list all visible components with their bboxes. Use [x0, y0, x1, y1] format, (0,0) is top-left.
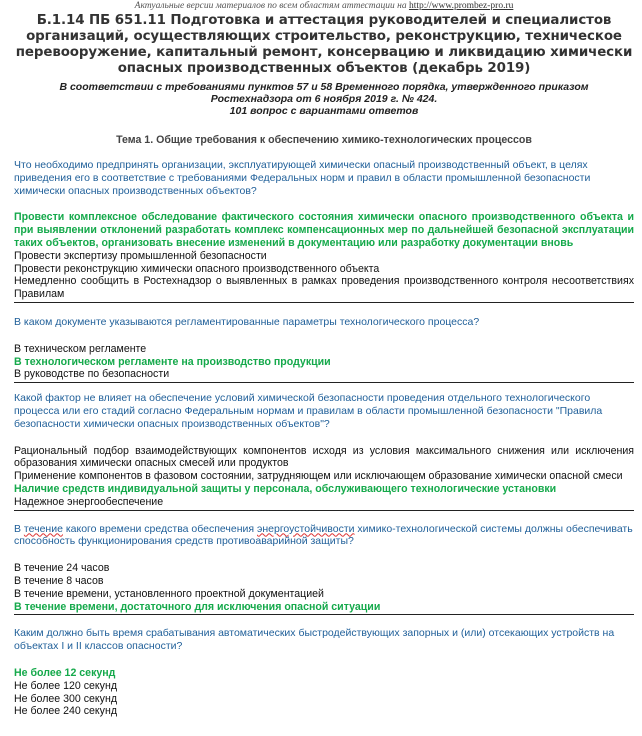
question-4	[14, 523, 634, 549]
answer-4-4: В течение времени, достаточного для исключения опасной ситуации	[14, 600, 381, 613]
answer-4-2: В течение 8 часов	[14, 574, 104, 587]
answer-1-1: Провести комплексное обследование фактического состояния химически опасного производственного объекта и при выявлении отклонений разработать комплекс компенсационных мер по дальнейшей безопасной эксплуатации таких объектов, организовать внесение изменений в документацию или разработку документации вновь	[14, 211, 634, 249]
answer-2-2: В технологическом регламенте на производство продукции	[14, 355, 331, 368]
answer-4-3: В течение времени, установленного проектной документацией	[14, 587, 324, 600]
answer-3-2: Применение компонентов в фазовом состоянии, затрудняющем или исключающем образование химически опасной смеси	[14, 470, 623, 483]
answer-1-3: Провести реконструкцию химически опасного производственного объекта	[14, 262, 380, 275]
question-1: Что необходимо предпринять организации, эксплуатирующей химически опасный производственный объект, в целях приведения его в соответствие с требованиями Федеральных норм и правил в области промышленной безопасности химически опасных производственных объектов?	[14, 159, 591, 197]
answer-4-1: В течение 24 часов	[14, 562, 110, 575]
answer-5-2: Не более 120 секунд	[14, 679, 118, 692]
document-title: Б.1.14 ПБ 651.11 Подготовка и аттестация руководителей и специалистов организаций, осуществляющих строительство, реконструкцию, техническое перевооружение, капитальный ремонт, консервацию и ликвидацию химически опасных производственных объектов (декабрь 2019)	[15, 13, 633, 76]
subtitle-line-2: Ростехнадзора от 6 ноября 2019 г. № 424.	[210, 93, 438, 105]
subtitle-line-3: 101 вопрос с вариантами ответов	[229, 105, 419, 117]
question-5: Каким должно быть время срабатывания автоматических быстродействующих запорных и (или) отсекающих устройств на объектах I и II классов опасности?	[14, 627, 615, 653]
answer-5-4: Не более 240 секунд	[14, 705, 118, 718]
answer-3-1: Рациональный подбор взаимодействующих компонентов исходя из условия максимального снижения или исключения образования химически опасных смесей или продуктов	[14, 444, 634, 470]
answer-1-2: Провести экспертизу промышленной безопасности	[14, 249, 267, 262]
answer-5-1: Не более 12 секунд	[14, 666, 116, 679]
topic-heading: Тема 1. Общие требования к обеспечению химико-технологических процессов	[116, 134, 532, 146]
question-4-part-c: химико-технологической системы должны обеспечивать способность функционирования средств противоаварийной защиты?	[14, 522, 633, 548]
answers-4	[14, 562, 634, 615]
question-4-word-a: течение	[23, 522, 63, 535]
answer-2-3: В руководстве по безопасности	[14, 368, 170, 381]
answers-5	[14, 667, 634, 718]
question-4-part-b: какого времени средства обеспечения	[62, 522, 257, 535]
answer-3-4: Надежное энергообеспечение	[14, 495, 164, 508]
document-page	[14, 0, 634, 718]
question-4-word-b: энергоустойчивости	[257, 522, 355, 535]
answer-5-3: Не более 300 секунд	[14, 692, 118, 705]
banner-text: Актуальные версии материалов по всем областям аттестации на	[134, 1, 409, 11]
answer-1-4: Немедленно сообщить в Ростехнадзор о выявленных в рамках проведения производственного контроля несоответствиях Правилам	[14, 275, 634, 301]
answer-3-3: Наличие средств индивидуальной защиты у персонала, обслуживающего технологические установки	[14, 482, 557, 495]
site-link[interactable]: http://www.prombez-pro.ru	[408, 1, 514, 11]
answers-3	[14, 445, 634, 511]
document-subtitle	[14, 81, 634, 117]
question-4-part-a: В	[14, 522, 24, 535]
question-3: Какой фактор не влияет на обеспечение условий химической безопасности проведения отдельного технологического процесса или его стадий согласно Федеральным нормам и правилам в области промышленной безопасности "Правила безопасности химически опасных производственных объектов"?	[14, 392, 603, 430]
subtitle-line-1: В соответствии с требованиями пунктов 57 и 58 Временного порядка, утвержденного приказом	[59, 81, 589, 93]
top-banner	[14, 0, 634, 12]
answer-2-1: В техническом регламенте	[14, 342, 147, 355]
answers-1	[14, 211, 634, 303]
answers-2	[14, 343, 634, 383]
question-2: В каком документе указываются регламентированные параметры технологического процесса?	[14, 315, 480, 328]
